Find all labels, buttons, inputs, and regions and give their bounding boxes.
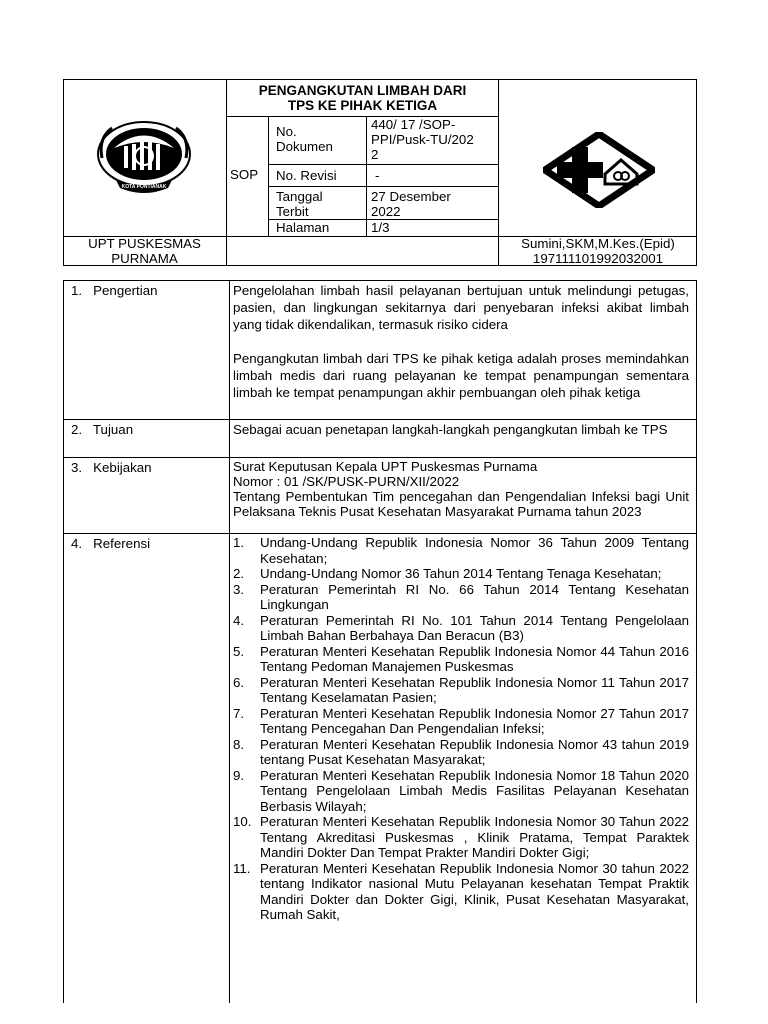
section-label: 2. Tujuan — [71, 422, 134, 437]
reference-item — [233, 535, 689, 566]
reference-item — [233, 582, 689, 613]
field-value-tanggal-terbit: 27 Desember 2022 — [371, 189, 451, 219]
reference-item — [233, 566, 689, 582]
reference-number: 5. — [233, 643, 245, 659]
reference-text: Peraturan Menteri Kesehatan Republik Indonesia Nomor 30 Tahun 2022 Tentang Akreditasi Puskesmas , Klinik Pratama, Tempat Paraktek Mandiri Dokter Dan Tempat Prakter Mandiri Dokter Gigi; — [260, 814, 689, 860]
reference-item — [233, 814, 689, 861]
reference-number: 9. — [233, 767, 245, 783]
section-pengertian — [63, 280, 697, 420]
section-label: 1. Pengertian — [71, 283, 158, 298]
field-value-halaman: 1/3 — [371, 220, 390, 235]
reference-text: Peraturan Menteri Kesehatan Republik Indonesia Nomor 43 tahun 2019 tentang Pusat Kesehatan Masyarakat; — [260, 736, 689, 767]
reference-item — [233, 768, 689, 815]
puskesmas-logo — [543, 132, 655, 208]
section-kebijakan — [63, 457, 697, 534]
reference-item — [233, 613, 689, 644]
reference-text: Peraturan Menteri Kesehatan Republik Indonesia Nomor 30 tahun 2022 tentang Indikator nasional Mutu Pelayanan kesehatan Tempat Praktik Mandiri Dokter dan Dokter Gigi, Klinik, Pusat Kesehatan Masyarakat, Rumah Sakit, — [260, 860, 689, 922]
reference-number: 1. — [233, 535, 245, 550]
sop-divider — [268, 116, 269, 236]
field-value-no-revisi: - — [375, 168, 380, 183]
field-divider — [366, 116, 367, 236]
document-title — [226, 83, 499, 113]
reference-list — [233, 535, 689, 923]
logo-caption: KOTA PONTIANAK — [121, 184, 167, 190]
reference-number: 3. — [233, 581, 245, 597]
section-content: Sebagai acuan penetapan langkah-langkah pengangkutan limbah ke TPS — [233, 422, 668, 437]
row-line — [268, 186, 499, 187]
title-line-1: PENGANGKUTAN LIMBAH DARI — [258, 83, 467, 98]
field-label-halaman: Halaman — [276, 220, 330, 235]
reference-text: Peraturan Menteri Kesehatan Republik Indonesia Nomor 44 Tahun 2016 Tentang Pedoman Manajemen Puskesmas — [260, 643, 689, 674]
reference-item — [233, 861, 689, 923]
section-referensi — [63, 533, 697, 1003]
section-content: Pengelolahan limbah hasil pelayanan bertujuan untuk melindungi petugas, pasien, dan lingkungan sekitarnya dari penyebaran infeksi akibat limbah yang tidak dikendalikan, termasuk risiko cidera Pengangkutan limbah dari TPS ke pihak ketiga adalah proses memindahkan limbah medis dari ruang pelayanan ke tempat penampungan sementara limbah ke tempat penampungan akhir pembuangan oleh pihak ketiga — [233, 283, 689, 400]
reference-text: Peraturan Menteri Kesehatan Republik Indonesia Nomor 18 Tahun 2020 Tentang Pengelolaan Limbah Medis Fasilitas Pelayanan Kesehatan Berbasis Wilayah; — [260, 767, 689, 814]
reference-number: 4. — [233, 612, 245, 628]
field-value-no-dokumen: 440/ 17 /SOP- PPI/Pusk-TU/202 2 — [371, 117, 474, 162]
reference-text: Undang-Undang Nomor 36 Tahun 2014 Tentang Tenaga Kesehatan; — [260, 566, 662, 581]
field-label-no-revisi: No. Revisi — [276, 168, 337, 183]
section-content: Surat Keputusan Kepala UPT Puskesmas Purnama Nomor : 01 /SK/PUSK-PURN/XII/2022 Tentang Pembentukan Tim pencegahan dan Pengendalian Infeksi bagi Unit Pelaksana Teknis Pusat Kesehatan Masyarakat Purnama tahun 2023 — [233, 459, 689, 519]
reference-number: 7. — [233, 705, 245, 721]
reference-number: 8. — [233, 736, 245, 752]
reference-item — [233, 737, 689, 768]
signer-name: Sumini,SKM,M.Kes.(Epid) — [521, 236, 675, 251]
reference-item — [233, 675, 689, 706]
reference-text: Peraturan Menteri Kesehatan Republik Indonesia Nomor 11 Tahun 2017 Tentang Keselamatan Pasien; — [260, 674, 689, 705]
reference-number: 10. — [233, 814, 252, 829]
reference-number: 11. — [233, 860, 251, 876]
section-label: 3. Kebijakan — [71, 460, 152, 475]
section-tujuan — [63, 419, 697, 459]
org-name: UPT PUSKESMAS PURNAMA — [88, 236, 201, 266]
reference-text: Peraturan Menteri Kesehatan Republik Indonesia Nomor 27 Tahun 2017 Tentang Pencegahan Dan Pengendalian Infeksi; — [260, 705, 689, 736]
reference-text: Peraturan Pemerintah RI No. 66 Tahun 2014 Tentang Kesehatan Lingkungan — [260, 581, 689, 612]
reference-text: Peraturan Pemerintah RI No. 101 Tahun 2014 Tentang Pengelolaan Limbah Bahan Berbahaya Dan Beracun (B3) — [260, 612, 689, 643]
title-line-2: TPS KE PIHAK KETIGA — [287, 98, 438, 113]
row-line — [268, 164, 499, 165]
reference-item — [233, 644, 689, 675]
sop-label: SOP — [230, 167, 259, 182]
section-content — [233, 535, 689, 923]
section-label: 4. Referensi — [71, 536, 151, 551]
field-label-no-dokumen: No. Dokumen — [276, 124, 333, 154]
reference-text: Undang-Undang Republik Indonesia Nomor 36 Tahun 2009 Tentang Kesehatan; — [260, 535, 689, 566]
signer-info — [499, 236, 697, 266]
reference-number: 2. — [233, 566, 245, 581]
reference-item — [233, 706, 689, 737]
field-label-tanggal-terbit: Tanggal Terbit — [276, 189, 323, 219]
signer-id: 197111101992032001 — [532, 251, 664, 266]
reference-number: 6. — [233, 674, 245, 690]
